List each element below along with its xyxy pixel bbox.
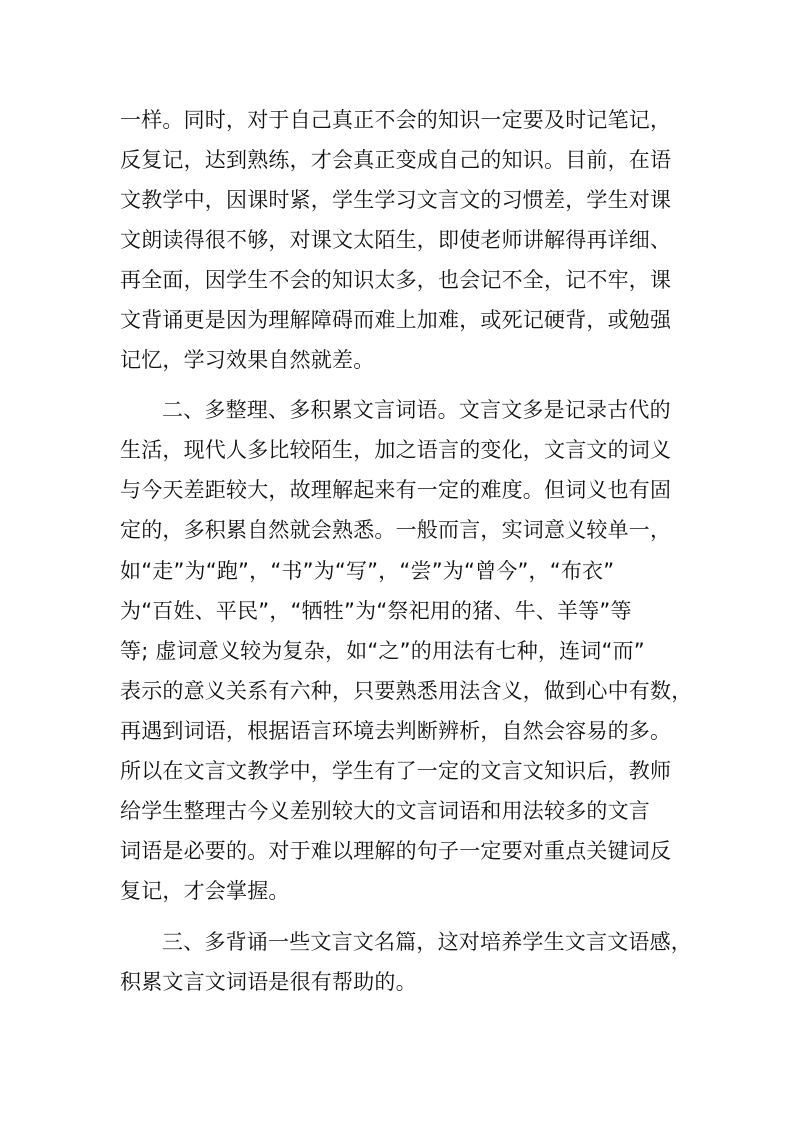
paragraph-3-first-line: 三、多背诵一些文言文名篇，这对培养学生文言文语感， xyxy=(162,930,692,954)
text-line: 文教学中，因课时紧，学生学习文言文的习惯差，学生对课 xyxy=(120,188,672,212)
text-line: 文朗读得很不够，对课文太陌生，即使老师讲解得再详细、 xyxy=(120,228,672,252)
text-line: 为“百姓、平民”，“牺牲”为“祭祀用的猪、牛、羊等”等 xyxy=(120,599,632,623)
text-line: 再遇到词语，根据语言环境去判断辨析，自然会容易的多。 xyxy=(120,719,672,743)
text-line: 如“走”为“跑”，“书”为“写”，“尝”为“曾今”，“布衣” xyxy=(120,559,615,583)
text-line: 词语是必要的。对于难以理解的句子一定要对重点关键词反 xyxy=(120,839,672,863)
text-line: 等; 虚词意义较为复杂，如“之”的用法有七种，连词“而” xyxy=(120,639,645,663)
text-line: 记忆，学习效果自然就差。 xyxy=(120,348,375,372)
text-line: 表示的意义关系有六种，只要熟悉用法含义，做到心中有数， xyxy=(120,679,693,703)
text-line: 复记，才会掌握。 xyxy=(120,879,290,903)
text-line: 积累文言文词语是很有帮助的。 xyxy=(120,970,417,994)
text-line: 与今天差距较大，故理解起来有一定的难度。但词义也有固 xyxy=(120,478,672,502)
text-line: 一样。同时，对于自己真正不会的知识一定要及时记笔记， xyxy=(120,108,672,132)
text-line: 生活，现代人多比较陌生，加之语言的变化，文言文的词义 xyxy=(120,438,672,462)
text-line: 再全面，因学生不会的知识太多，也会记不全，记不牢，课 xyxy=(120,268,672,292)
text-line: 定的，多积累自然就会熟悉。一般而言，实词意义较单一， xyxy=(120,518,672,542)
text-line: 所以在文言文教学中，学生有了一定的文言文知识后，教师 xyxy=(120,759,672,783)
text-line: 给学生整理古今义差别较大的文言词语和用法较多的文言 xyxy=(120,799,650,823)
paragraph-2-first-line: 二、多整理、多积累文言词语。文言文多是记录古代的 xyxy=(162,398,671,422)
text-line: 反复记，达到熟练，才会真正变成自己的知识。目前，在语 xyxy=(120,148,672,172)
text-line: 文背诵更是因为理解障碍而难上加难，或死记硬背，或勉强 xyxy=(120,308,672,332)
